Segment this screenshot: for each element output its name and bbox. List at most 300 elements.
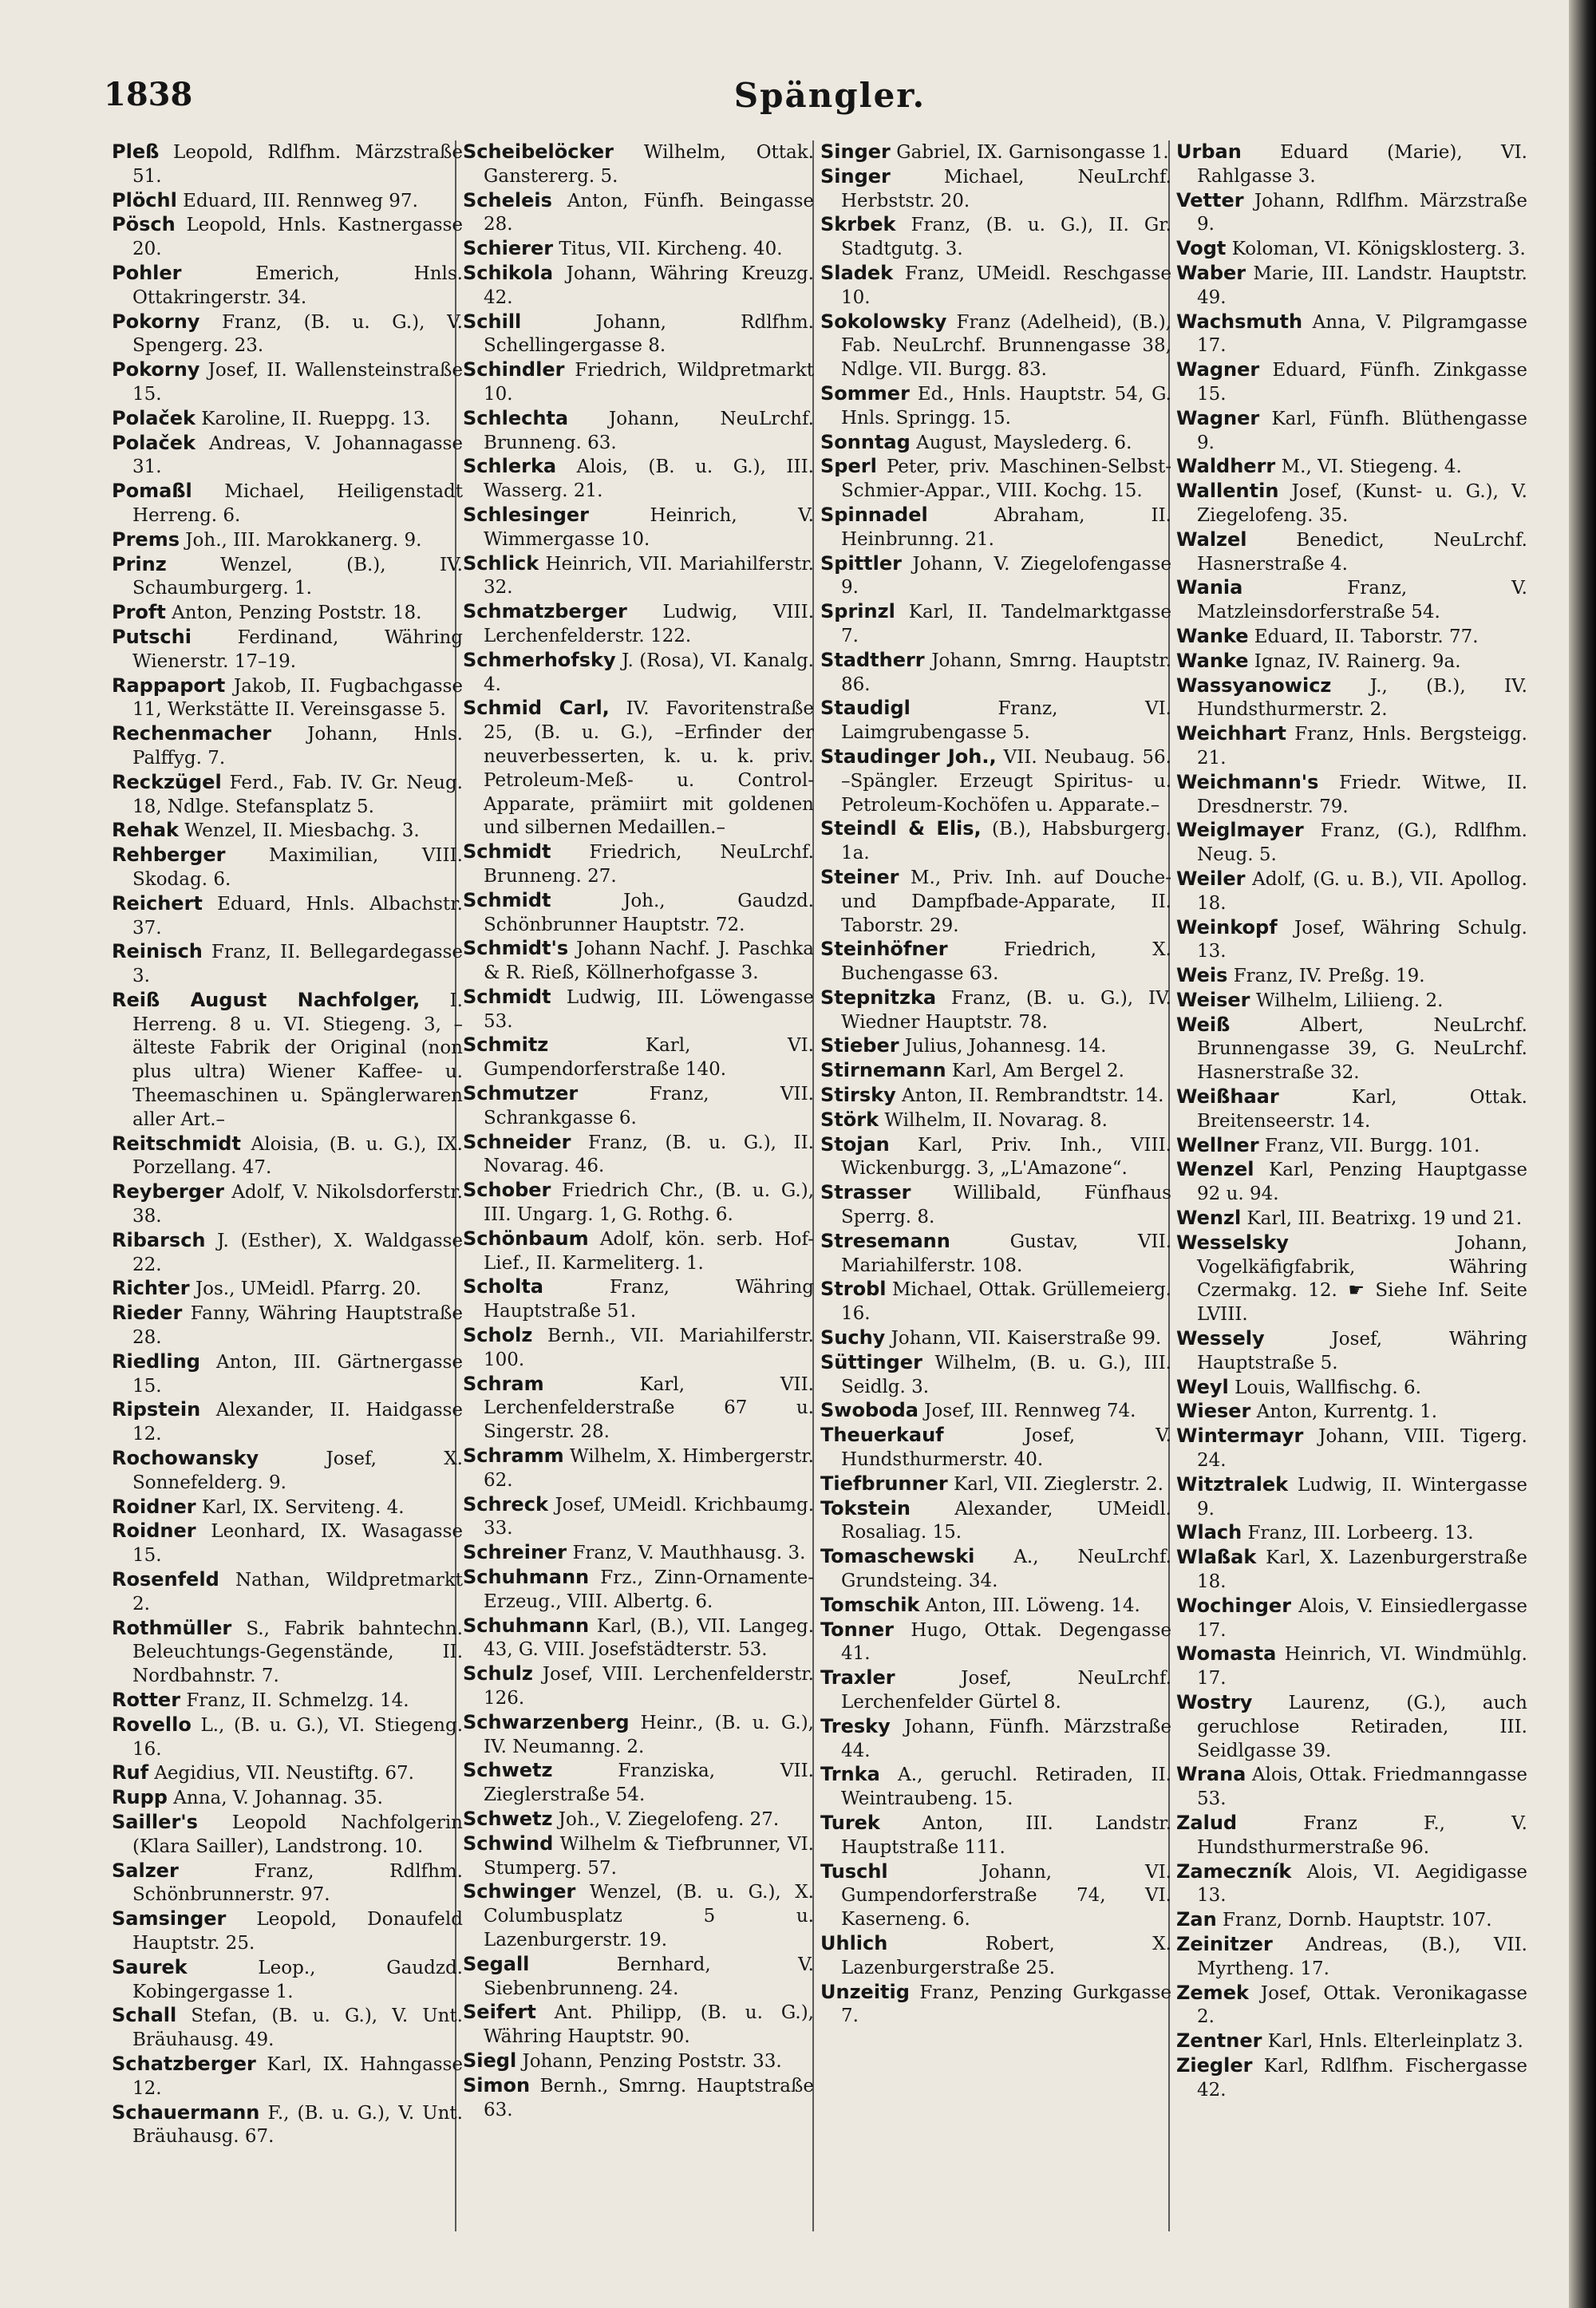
directory-entry — [1176, 650, 1527, 674]
entry-name: Tiefbrunner — [820, 1472, 948, 1495]
directory-column — [463, 140, 814, 2295]
entry-details: Josef, X. Sonnefelderg. 9. — [132, 1448, 463, 1493]
entry-details: Joh., Gaudzd. Schönbrunner Hauptstr. 72. — [484, 890, 814, 935]
entry-details: Josef, V. Hundsthurmerstr. 40. — [841, 1425, 1171, 1471]
entry-details: Karl, X. Lazenburgerstraße 18. — [1197, 1547, 1527, 1593]
entry-details: (B.), Habsburgerg. 1a. — [841, 819, 1171, 864]
entry-details: Eduard (Marie), VI. Rahlgasse 3. — [1197, 142, 1527, 187]
entry-details: Karl, VII. Lerchenfelderstraße 67 u. Singerstr. 28. — [484, 1373, 814, 1443]
entry-name: Singer — [820, 140, 891, 163]
entry-details: Josef, (Kunst- u. G.), V. Ziegelofeng. 35. — [1197, 481, 1527, 526]
entry-name: Vetter — [1176, 188, 1244, 211]
entry-details: Joh., III. Marokkanerg. 9. — [180, 529, 422, 551]
directory-entry — [820, 1860, 1171, 1932]
directory-entry — [463, 1808, 814, 1832]
directory-entry — [112, 189, 463, 214]
entry-details: Wenzel, (B. u. G.), X. Columbusplatz 5 u. Lazenburgerstr. 19. — [484, 1882, 814, 1950]
directory-entry — [1176, 528, 1527, 577]
directory-entry — [112, 722, 463, 771]
entry-details: Ed., Hnls. Hauptstr. 54, G. Hnls. Springg. 15. — [841, 383, 1171, 429]
entry-name: Zan — [1176, 1908, 1217, 1931]
entry-name: Schreck — [463, 1492, 548, 1516]
entry-name: Wieser — [1176, 1400, 1251, 1423]
entry-details: Heinrich, V. Wimmergasse 10. — [484, 504, 814, 550]
directory-entry — [1176, 1327, 1527, 1376]
directory-entry — [820, 1034, 1171, 1059]
directory-entry — [820, 1763, 1171, 1812]
entry-name: Riedling — [112, 1350, 200, 1373]
page-edge-shadow — [1569, 0, 1596, 2308]
entry-details: Johann, Vogelkäfigfabrik, Währing Czermakg. 12. ☛ Siehe Inf. Seite LVIII. — [1197, 1232, 1527, 1326]
entry-details: Friedrich, X. Buchengasse 63. — [841, 939, 1171, 985]
entry-name: Wlach — [1176, 1521, 1242, 1544]
entry-name: Steiner — [820, 865, 899, 888]
entry-details: Johann, Währing Kreuzg. 42. — [484, 263, 814, 308]
entry-name: Singer — [820, 164, 891, 188]
entry-name: Schwind — [463, 1832, 554, 1855]
directory-entry — [820, 1133, 1171, 1182]
entry-name: Schneider — [463, 1130, 571, 1153]
directory-entry — [1176, 1158, 1527, 1207]
directory-entry — [820, 600, 1171, 649]
entry-details: Johann Nachf. J. Paschka & R. Rieß, Köllnerhofgasse 3. — [484, 939, 814, 984]
entry-details: Johann, VIII. Tigerg. 24. — [1197, 1426, 1527, 1472]
entry-name: Rovello — [112, 1713, 192, 1736]
entry-name: Weichmann's — [1176, 770, 1319, 793]
entry-details: Wilhelm, Liliieng. 2. — [1250, 990, 1444, 1011]
directory-entry — [463, 937, 814, 986]
entry-details: Willibald, Fünfhaus Sperrg. 8. — [841, 1183, 1171, 1228]
entry-details: Frz., Zinn-Ornamente-Erzeug., VIII. Albertg. 6. — [484, 1567, 814, 1612]
entry-details: Franz, VII. Schrankgasse 6. — [484, 1084, 814, 1128]
directory-entry — [112, 1302, 463, 1350]
directory-entry — [112, 601, 463, 626]
entry-details: Franz, V. Matzleinsdorferstraße 54. — [1197, 578, 1527, 623]
directory-column — [820, 140, 1171, 2295]
directory-entry — [1176, 2054, 1527, 2103]
directory-entry — [112, 1713, 463, 1762]
directory-entry — [1176, 1376, 1527, 1401]
entry-name: Schmid Carl, — [463, 697, 610, 720]
directory-entry — [1176, 1860, 1527, 1909]
directory-entry — [112, 1398, 463, 1447]
directory-entry — [1176, 867, 1527, 916]
entry-name: Rappaport — [112, 674, 226, 697]
entry-details: Ferdinand, Währing Wienerstr. 17–19. — [132, 626, 463, 672]
entry-details: J. (Esther), X. Waldgasse 22. — [132, 1230, 463, 1275]
directory-entry — [820, 1666, 1171, 1715]
entry-details: Jos., UMeidl. Pfarrg. 20. — [189, 1278, 421, 1300]
entry-details: Wilhelm, X. Himbergerstr. 62. — [484, 1446, 814, 1491]
directory-entry — [820, 140, 1171, 165]
entry-name: Wagner — [1176, 406, 1260, 429]
entry-details: Franz, VII. Burgg. 101. — [1258, 1135, 1480, 1156]
directory-column — [112, 140, 463, 2295]
directory-entry — [1176, 916, 1527, 965]
directory-entry — [112, 844, 463, 892]
entry-name: Schuhmann — [463, 1614, 590, 1637]
directory-entry — [820, 1084, 1171, 1109]
entry-name: Tomschik — [820, 1593, 920, 1616]
entry-name: Schmitz — [463, 1033, 549, 1057]
entry-details: Karl, III. Beatrixg. 19 und 21. — [1241, 1208, 1523, 1230]
directory-entry — [112, 819, 463, 844]
entry-name: Schramm — [463, 1444, 564, 1468]
entry-name: Schierer — [463, 237, 554, 260]
entry-name: Schmidt — [463, 840, 551, 864]
directory-entry — [820, 262, 1171, 310]
entry-name: Pokorny — [112, 310, 200, 333]
directory-entry — [820, 1109, 1171, 1133]
entry-details: Michael, NeuLrchf. Herbststr. 20. — [841, 166, 1171, 211]
entry-name: Schall — [112, 2004, 177, 2027]
entry-name: Wassyanowicz — [1176, 674, 1332, 697]
entry-details: Johann, V. Ziegelofengasse 9. — [841, 553, 1171, 599]
entry-name: Tresky — [820, 1714, 891, 1737]
entry-details: Karl, Am Bergel 2. — [946, 1061, 1124, 1082]
entry-name: Schmidt's — [463, 937, 569, 960]
entry-details: Koloman, VI. Königsklosterg. 3. — [1226, 239, 1526, 260]
entry-name: Schmidt — [463, 888, 551, 911]
directory-entry — [112, 432, 463, 480]
entry-name: Roidner — [112, 1495, 196, 1518]
entry-details: Johann, Penzing Poststr. 33. — [516, 2050, 782, 2072]
entry-name: Wania — [1176, 576, 1243, 599]
entry-details: Jakob, II. Fugbachgasse 11, Werkstätte II. Vereinsgasse 5. — [132, 675, 463, 721]
directory-entry — [463, 237, 814, 262]
entry-name: Rupp — [112, 1786, 168, 1809]
directory-entry — [1176, 262, 1527, 310]
entry-details: Ferd., Fab. IV. Gr. Neug. 18, Ndlge. Stefansplatz 5. — [132, 772, 463, 817]
entry-details: Leopold, Donaufeld Hauptstr. 25. — [132, 1909, 463, 1954]
directory-entry — [112, 1568, 463, 1617]
entry-details: Anton, Fünfh. Beingasse 28. — [484, 190, 814, 235]
entry-name: Vogt — [1176, 237, 1227, 260]
entry-name: Pomaßl — [112, 480, 192, 503]
entry-name: Waldherr — [1176, 455, 1276, 478]
directory-entry — [463, 1614, 814, 1663]
directory-entry — [820, 817, 1171, 866]
directory-entry — [1176, 1595, 1527, 1643]
entry-name: Schwetz — [463, 1759, 553, 1782]
entry-details: Gabriel, IX. Garnisongasse 1. — [890, 142, 1169, 163]
directory-entry — [463, 986, 814, 1034]
entry-name: Wachsmuth — [1176, 310, 1303, 333]
entry-details: Johann, NeuLrchf. Brunneng. 63. — [484, 408, 814, 453]
entry-name: Weiler — [1176, 867, 1246, 890]
entry-name: Unzeitig — [820, 1980, 910, 2003]
entry-name: Weiser — [1176, 988, 1250, 1011]
directory-column — [1176, 140, 1527, 2295]
entry-name: Reichert — [112, 891, 203, 915]
entry-details: Karl, Hnls. Elterleinplatz 3. — [1262, 2031, 1523, 2053]
entry-name: Wenzel — [1176, 1158, 1254, 1181]
entry-details: Abraham, II. Heinbrunng. 21. — [841, 504, 1171, 550]
directory-entry — [1176, 140, 1527, 189]
directory-entry — [820, 986, 1171, 1035]
directory-entry — [463, 600, 814, 649]
entry-name: Wenzl — [1176, 1207, 1242, 1230]
entry-details: Franz, II. Schmelzg. 14. — [180, 1690, 409, 1711]
directory-entry — [463, 552, 814, 601]
entry-name: Sperl — [820, 455, 877, 478]
directory-entry — [1176, 310, 1527, 359]
entry-name: Zentner — [1176, 2029, 1262, 2053]
entry-name: Witztralek — [1176, 1472, 1289, 1496]
entry-name: Rotter — [112, 1689, 181, 1711]
directory-entry — [463, 1662, 814, 1711]
entry-name: Simon — [463, 2073, 531, 2097]
entry-name: Sokolowsky — [820, 310, 947, 333]
directory-entry — [112, 1350, 463, 1399]
directory-entry — [1176, 964, 1527, 989]
entry-details: Michael, Ottak. Grüllemeierg. 16. — [841, 1279, 1171, 1325]
entry-details: Bernhard, V. Siebenbrunneng. 24. — [484, 1954, 814, 1999]
entry-name: Schmatzberger — [463, 600, 627, 623]
entry-name: Traxler — [820, 1666, 895, 1690]
entry-details: Nathan, Wildpretmarkt 2. — [132, 1570, 463, 1614]
entry-name: Wanke — [1176, 624, 1249, 647]
entry-name: Tuschl — [820, 1859, 888, 1883]
directory-entry — [1176, 771, 1527, 820]
directory-entry — [820, 165, 1171, 214]
directory-entry — [1176, 1231, 1527, 1327]
entry-name: Rehberger — [112, 844, 226, 867]
entry-name: Steindl & Elis, — [820, 817, 982, 840]
entry-details: Leopold, Rdlfhm. Märzstraße 51. — [132, 142, 463, 187]
entry-name: Scheleis — [463, 188, 552, 211]
directory-entry — [463, 140, 814, 189]
directory-entry — [463, 1033, 814, 1082]
directory-entry — [820, 1326, 1171, 1351]
entry-name: Schuhmann — [463, 1566, 590, 1589]
entry-details: Aloisia, (B. u. G.), IX. Porzellang. 47. — [132, 1133, 463, 1179]
directory-entry — [820, 649, 1171, 698]
entry-details: Benedict, NeuLrchf. Hasnerstraße 4. — [1197, 529, 1527, 575]
entry-details: Ant. Philipp, (B. u. G.), Währing Hauptstr. 90. — [484, 2002, 814, 2048]
entry-details: S., Fabrik bahntechn. Beleuchtungs-Gegenstände, II. Nordbahnstr. 7. — [132, 1618, 463, 1687]
entry-details: Karl, VI. Gumpendorferstraße 140. — [484, 1035, 814, 1081]
directory-entry — [820, 866, 1171, 938]
entry-name: Zameczník — [1176, 1859, 1292, 1883]
entry-name: Richter — [112, 1277, 190, 1300]
directory-entry — [463, 1227, 814, 1276]
directory-entry — [820, 552, 1171, 601]
directory-entry — [1176, 1546, 1527, 1595]
entry-name: Zalud — [1176, 1811, 1238, 1834]
entry-details: Anton, Kurrentg. 1. — [1250, 1401, 1438, 1423]
directory-entry — [112, 140, 463, 189]
entry-name: Walzel — [1176, 528, 1247, 551]
entry-details: J. (Rosa), VI. Kanalg. 4. — [484, 650, 814, 695]
entry-name: Stadtherr — [820, 648, 925, 671]
entry-details: Franz, (B. u. G.), V. Spengerg. 23. — [132, 311, 463, 357]
entry-name: Sprinzl — [820, 600, 895, 623]
directory-entry — [463, 697, 814, 840]
entry-name: Tokstein — [820, 1496, 911, 1520]
entry-name: Weiglmayer — [1176, 819, 1304, 842]
directory-entry — [112, 1180, 463, 1229]
directory-entry — [1176, 1933, 1527, 1982]
entry-details: Anton, II. Rembrandtstr. 14. — [895, 1085, 1164, 1107]
entry-name: Schwetz — [463, 1807, 553, 1830]
directory-entry — [463, 1373, 814, 1444]
entry-details: Franz (Adelheid), (B.), Fab. NeuLrchf. Brunnengasse 38, Ndlge. VII. Burgg. 83. — [841, 311, 1171, 381]
entry-details: Franz, (B. u. G.), II. Novarag. 46. — [484, 1132, 814, 1177]
entry-details: Andreas, (B.), VII. Myrtheng. 17. — [1197, 1934, 1527, 1979]
entry-details: Karl, IX. Serviteng. 4. — [196, 1496, 405, 1518]
directory-entry — [1176, 455, 1527, 480]
directory-entry — [112, 1907, 463, 1956]
entry-name: Ripstein — [112, 1398, 201, 1421]
entry-details: Julius, Johannesg. 14. — [899, 1036, 1107, 1057]
entry-details: Alois, VI. Aegidigasse 13. — [1197, 1861, 1527, 1907]
page-number: 1838 — [104, 76, 193, 113]
directory-entry — [1176, 625, 1527, 650]
entry-name: Schmerhofsky — [463, 648, 616, 671]
entry-name: Plöchl — [112, 188, 177, 211]
entry-name: Polaček — [112, 406, 196, 429]
entry-name: Schönbaum — [463, 1227, 589, 1250]
entry-details: Franz, III. Lorbeerg. 13. — [1242, 1523, 1474, 1544]
entry-name: Stirnemann — [820, 1059, 946, 1082]
entry-name: Tonner — [820, 1618, 894, 1641]
entry-name: Scholta — [463, 1275, 543, 1298]
directory-entry — [463, 1275, 814, 1324]
entry-details: Johann, Fünfh. Märzstraße 44. — [841, 1716, 1171, 1761]
entry-details: Johann, VII. Kaiserstraße 99. — [885, 1328, 1162, 1350]
directory-entry — [463, 1324, 814, 1373]
entry-name: Schindler — [463, 358, 565, 381]
entry-name: Reinisch — [112, 940, 203, 963]
entry-name: Rehak — [112, 819, 179, 842]
entry-name: Weinkopf — [1176, 915, 1278, 939]
directory-entry — [112, 1859, 463, 1908]
entry-name: Schober — [463, 1179, 551, 1202]
directory-entry — [820, 213, 1171, 262]
directory-entry — [1176, 1521, 1527, 1546]
entry-name: Seifert — [463, 2001, 536, 2024]
entry-name: Störk — [820, 1108, 879, 1131]
entry-details: Ignaz, IV. Rainerg. 9a. — [1248, 650, 1461, 672]
entry-details: Karl, Rdlfhm. Fischergasse 42. — [1197, 2055, 1527, 2101]
directory-entry — [820, 455, 1171, 504]
directory-entry — [1176, 1473, 1527, 1522]
entry-details: F., (B. u. G.), V. Unt. Bräuhausg. 67. — [132, 2102, 463, 2148]
directory-entry — [1176, 1908, 1527, 1933]
entry-details: Joh., V. Ziegelofeng. 27. — [552, 1808, 780, 1830]
directory-entry — [463, 2049, 814, 2074]
entry-details: Marie, III. Landstr. Hauptstr. 49. — [1197, 263, 1527, 308]
entry-details: Wilhelm, (B. u. G.), III. Seidlg. 3. — [841, 1352, 1171, 1397]
entry-name: Proft — [112, 601, 166, 624]
entry-name: Ziegler — [1176, 2053, 1253, 2077]
entry-details: Josef, Währing Hauptstraße 5. — [1197, 1329, 1527, 1373]
entry-details: Karl, Fünfh. Blüthengasse 9. — [1197, 408, 1527, 453]
entry-details: Franziska, VII. Zieglerstraße 54. — [484, 1761, 814, 1806]
directory-entry — [112, 1447, 463, 1496]
entry-name: Staudigl — [820, 697, 911, 720]
directory-entry — [112, 1617, 463, 1689]
entry-details: Karl, (B.), VII. Langeg. 43, G. VIII. Josefstädterstr. 53. — [484, 1615, 814, 1661]
entry-details: Leonhard, IX. Wasagasse 15. — [132, 1521, 463, 1567]
entry-name: Rechenmacher — [112, 722, 272, 745]
entry-name: Rothmüller — [112, 1616, 232, 1639]
entry-name: Theuerkauf — [820, 1424, 944, 1447]
directory-entry — [463, 1131, 814, 1180]
entry-details: Johann, Rdlfhm. Märzstraße 9. — [1197, 190, 1527, 235]
entry-name: Wellner — [1176, 1133, 1259, 1156]
entry-details: Johann, VI. Gumpendorferstraße 74, VI. Kaserneng. 6. — [841, 1861, 1171, 1931]
entry-details: Karl, IX. Hahngasse 12. — [132, 2053, 463, 2099]
entry-name: Prems — [112, 528, 180, 551]
page-header — [104, 76, 1556, 140]
entry-name: Waber — [1176, 261, 1246, 284]
directory-entry — [112, 2004, 463, 2053]
entry-details: VII. Neubaug. 56. –Spängler. Erzeugt Spiritus- u. Petroleum-Kochöfen u. Apparate.– — [841, 746, 1171, 816]
directory-entry — [1176, 989, 1527, 1014]
entry-name: Schmutzer — [463, 1082, 579, 1105]
directory-entry — [820, 1181, 1171, 1230]
entry-name: Schram — [463, 1372, 544, 1395]
entry-details: Franz, UMeidl. Reschgasse 10. — [841, 263, 1171, 308]
directory-entry — [820, 1594, 1171, 1618]
directory-entry — [463, 504, 814, 552]
directory-entry — [820, 1812, 1171, 1860]
directory-entry — [820, 1715, 1171, 1764]
directory-entry — [820, 697, 1171, 745]
directory-entry — [112, 480, 463, 528]
directory-entry — [112, 310, 463, 359]
directory-entry — [112, 358, 463, 407]
directory-entry — [1176, 1691, 1527, 1763]
directory-entry — [463, 1566, 814, 1614]
entry-name: Siegl — [463, 2049, 517, 2072]
entry-name: Pokorny — [112, 358, 200, 381]
entry-details: Franz, II. Bellegardegasse 3. — [132, 942, 463, 987]
entry-details: Alexander, II. Haidgasse 12. — [132, 1400, 463, 1445]
entry-details: Franz, (G.), Rdlfhm. Neug. 5. — [1197, 820, 1527, 866]
entry-name: Weyl — [1176, 1375, 1229, 1398]
entry-name: Schwinger — [463, 1880, 576, 1903]
entry-name: Turek — [820, 1811, 880, 1834]
entry-name: Strasser — [820, 1181, 911, 1204]
entry-name: Schwarzenberg — [463, 1710, 630, 1733]
directory-entry — [112, 213, 463, 262]
entry-details: Franz, Rdlfhm. Schönbrunnerstr. 97. — [132, 1860, 463, 1906]
directory-entry — [112, 528, 463, 553]
directory-entry — [112, 940, 463, 989]
entry-details: Bernh., VII. Mariahilferstr. 100. — [484, 1326, 814, 1370]
entry-name: Ruf — [112, 1761, 149, 1784]
entry-name: Schreiner — [463, 1541, 567, 1564]
directory-entry — [1176, 1812, 1527, 1860]
entry-details: Eduard, III. Rennweg 97. — [176, 190, 418, 211]
entry-details: Heinrich, VI. Windmühlg. 17. — [1197, 1644, 1527, 1690]
entry-name: Weichhart — [1176, 722, 1287, 745]
entry-details: Anton, Penzing Poststr. 18. — [165, 603, 422, 624]
directory-entry — [1176, 480, 1527, 528]
entry-details: Maximilian, VIII. Skodag. 6. — [132, 845, 463, 890]
entry-details: L., (B. u. G.), VI. Stiegeng. 16. — [132, 1714, 463, 1760]
entry-name: Suchy — [820, 1326, 886, 1350]
directory-entry — [820, 431, 1171, 456]
entry-name: Schulz — [463, 1662, 533, 1686]
entry-details: Wenzel, II. Miesbachg. 3. — [179, 820, 420, 842]
entry-name: Wrana — [1176, 1763, 1246, 1786]
directory-entry — [112, 1786, 463, 1811]
entry-name: Schatzberger — [112, 2052, 256, 2075]
